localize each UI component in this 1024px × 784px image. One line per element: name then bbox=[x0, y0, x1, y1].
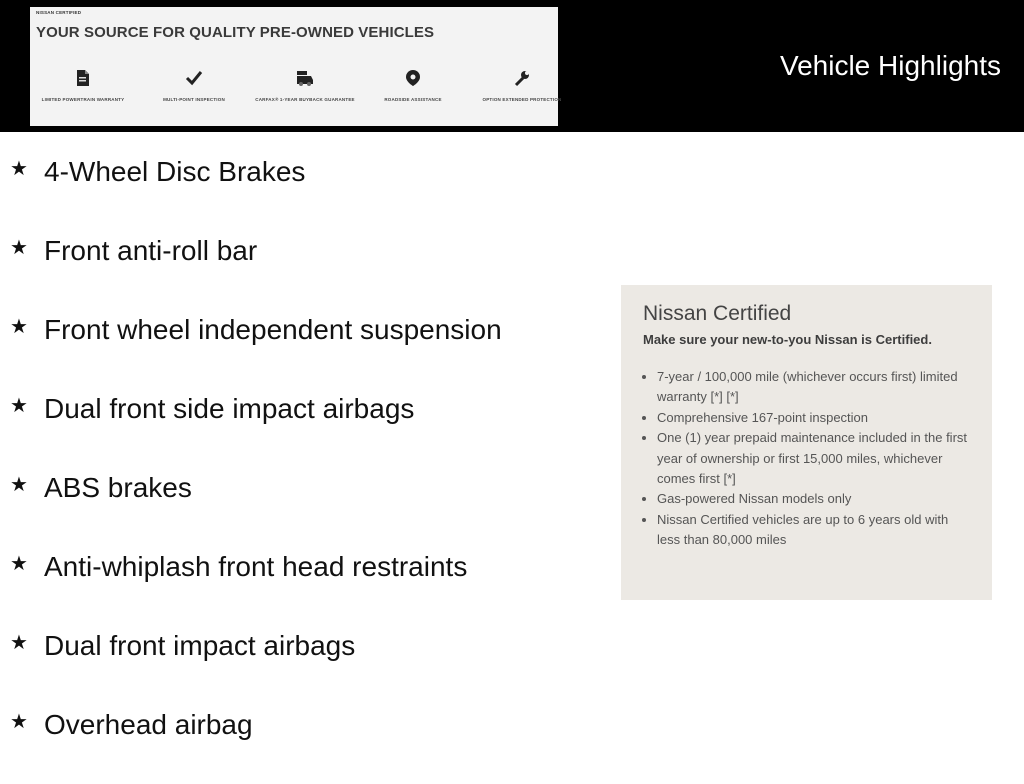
checkmark-icon bbox=[185, 69, 203, 87]
highlight-item bbox=[10, 231, 502, 310]
banner-eyebrow: NISSAN CERTIFIED bbox=[36, 10, 82, 15]
certified-benefits-list bbox=[643, 367, 972, 551]
feature-buyback bbox=[255, 69, 355, 103]
banner-title: YOUR SOURCE FOR QUALITY PRE-OWNED VEHICLES bbox=[36, 24, 435, 41]
certified-benefit-item: • Nissan Certified vehicles are up to 6 years old with less than 80,000 miles bbox=[657, 510, 972, 551]
highlight-text: 4-Wheel Disc Brakes bbox=[44, 156, 306, 187]
highlight-item bbox=[10, 310, 502, 389]
star-icon: ★ bbox=[10, 553, 28, 575]
highlight-item bbox=[10, 705, 502, 784]
highlight-text: Front anti-roll bar bbox=[44, 235, 258, 266]
star-icon: ★ bbox=[10, 237, 28, 259]
feature-protection bbox=[472, 69, 572, 103]
certified-benefit-item: • One (1) year prepaid maintenance included in the first year of ownership or first 15,000 miles, whichever comes first [*] bbox=[657, 428, 972, 489]
highlight-item bbox=[10, 468, 502, 547]
header-bar bbox=[0, 0, 1024, 132]
feature-label-inspection: MULTI-POINT INSPECTION bbox=[163, 97, 225, 102]
certified-benefit-item: • Gas-powered Nissan models only bbox=[657, 489, 972, 509]
certified-title: Nissan Certified bbox=[643, 302, 792, 325]
feature-label-buyback: CARFAX® 1-YEAR BUYBACK GUARANTEE bbox=[255, 97, 355, 102]
highlight-text: Dual front impact airbags bbox=[44, 630, 356, 661]
certified-subtitle: Make sure your new-to-you Nissan is Certified. bbox=[643, 332, 932, 347]
star-icon: ★ bbox=[10, 316, 28, 338]
feature-label-roadside: ROADSIDE ASSISTANCE bbox=[384, 97, 442, 102]
feature-roadside bbox=[363, 69, 463, 103]
feature-label-protection: OPTION EXTENDED PROTECTION bbox=[482, 97, 562, 102]
car-icon bbox=[295, 69, 315, 87]
highlight-item bbox=[10, 626, 502, 705]
certified-benefit-item: • 7-year / 100,000 mile (whichever occurs first) limited warranty [*] [*] bbox=[657, 367, 972, 408]
feature-label-warranty: LIMITED POWERTRAIN WARRANTY bbox=[41, 97, 125, 102]
highlight-text: Anti-whiplash front head restraints bbox=[44, 551, 468, 582]
highlight-text: Dual front side impact airbags bbox=[44, 393, 415, 424]
location-pin-icon bbox=[404, 69, 422, 87]
star-icon: ★ bbox=[10, 711, 28, 733]
certified-benefit-item: • Comprehensive 167-point inspection bbox=[657, 408, 972, 428]
nissan-certified-banner bbox=[30, 7, 562, 126]
highlights-list bbox=[10, 152, 502, 784]
highlight-text: Overhead airbag bbox=[44, 709, 253, 740]
highlight-item bbox=[10, 389, 502, 468]
document-icon bbox=[75, 69, 91, 87]
star-icon: ★ bbox=[10, 632, 28, 654]
star-icon: ★ bbox=[10, 158, 28, 180]
feature-inspection bbox=[144, 69, 244, 103]
highlight-text: Front wheel independent suspension bbox=[44, 314, 502, 345]
nissan-certified-card bbox=[621, 285, 992, 600]
highlight-item bbox=[10, 152, 502, 231]
highlight-text: ABS brakes bbox=[44, 472, 192, 503]
star-icon: ★ bbox=[10, 395, 28, 417]
star-icon: ★ bbox=[10, 474, 28, 496]
page-title: Vehicle Highlights bbox=[779, 50, 1001, 81]
feature-warranty bbox=[33, 69, 133, 103]
wrench-icon bbox=[513, 69, 531, 87]
highlight-item bbox=[10, 547, 502, 626]
